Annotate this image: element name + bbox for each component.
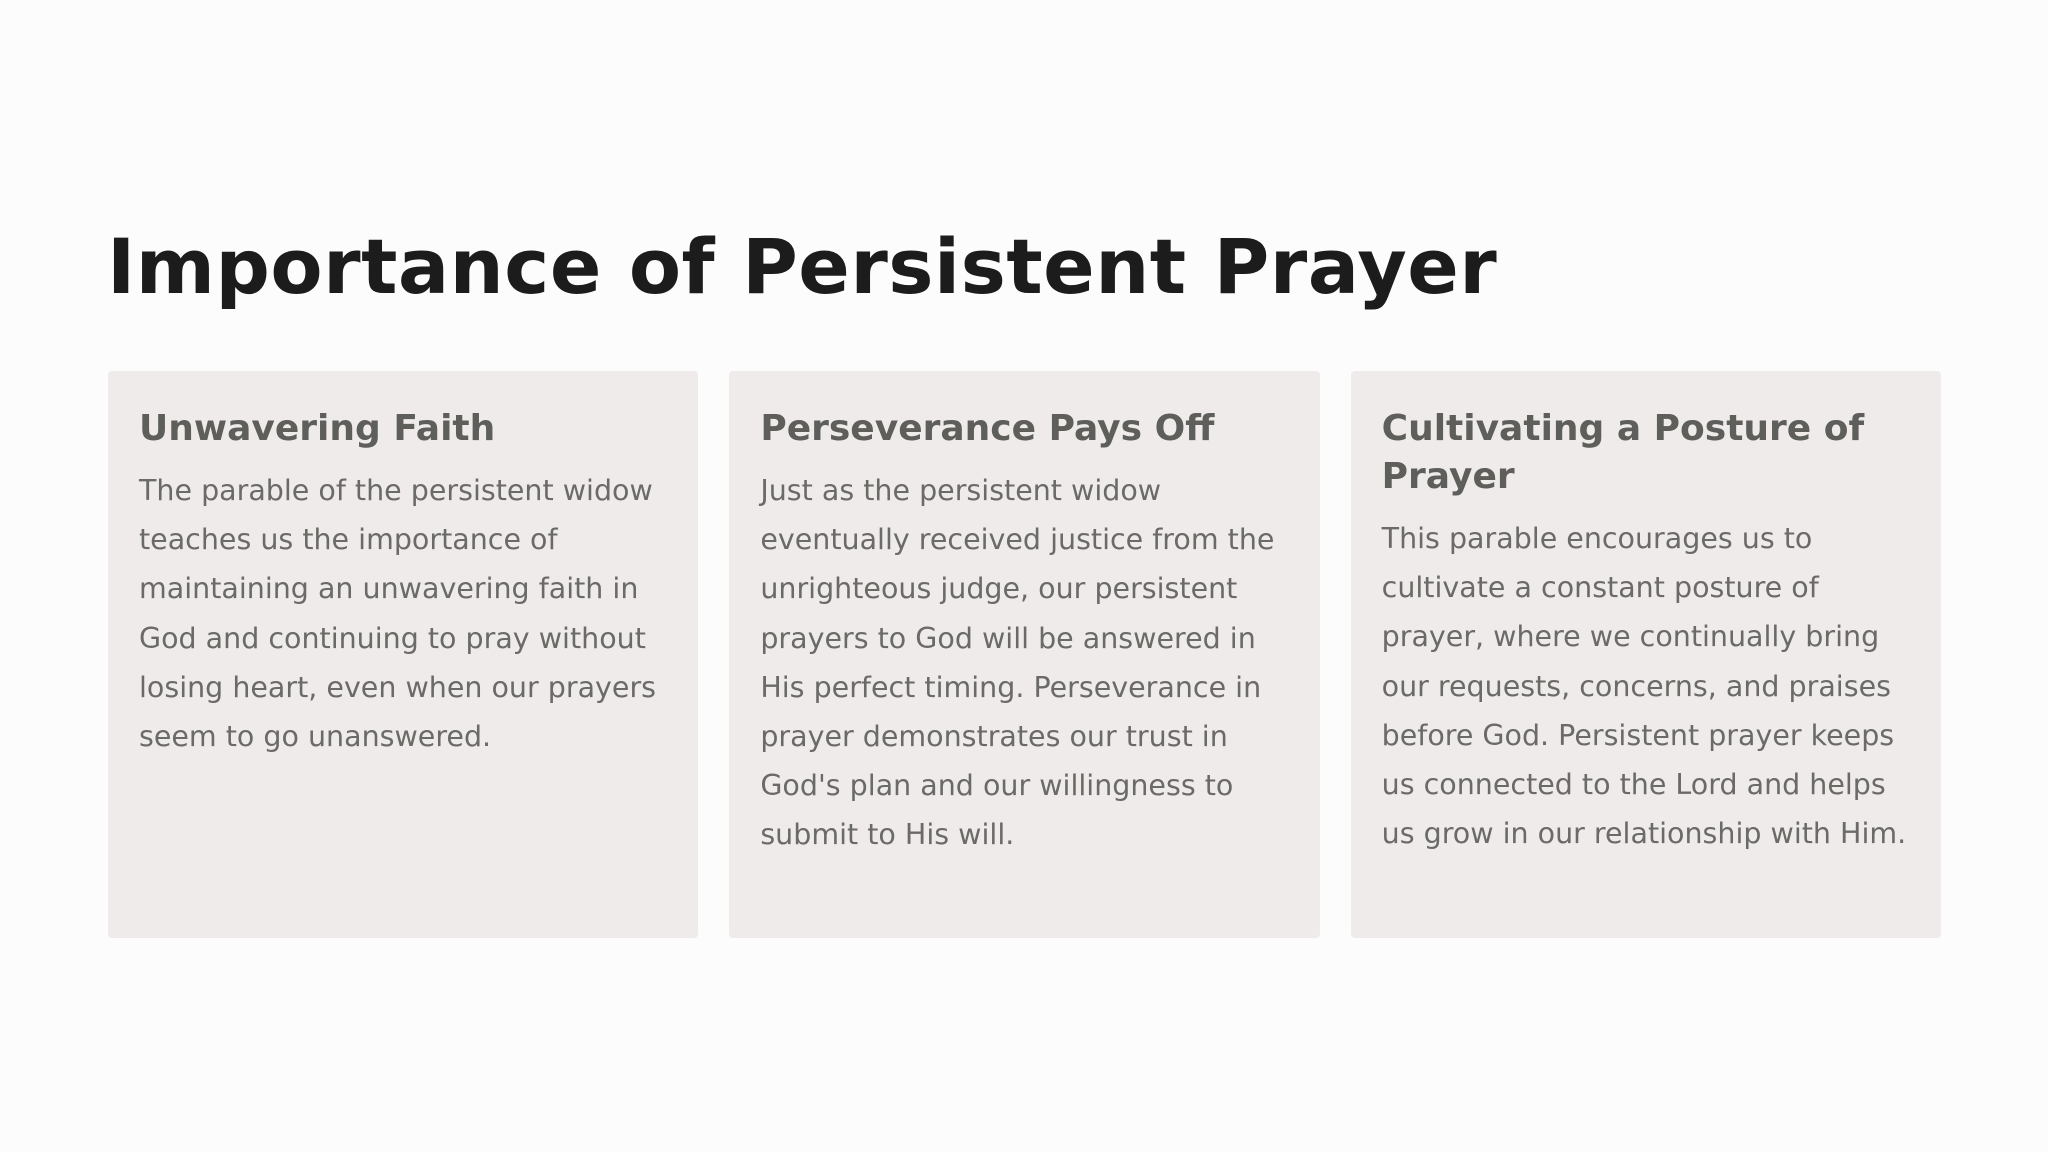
card-body: The parable of the persistent widow teaches us the importance of maintaining an unwavering faith in God and continuing to pray without losing heart, even when our prayers seem to go unanswered.	[139, 474, 657, 754]
card-grid	[108, 371, 1941, 938]
card-title: Unwavering Faith	[139, 408, 496, 449]
card-title: Perseverance Pays Off	[760, 408, 1215, 449]
card-cultivating-posture	[1351, 371, 1941, 938]
card-unwavering-faith	[108, 371, 698, 938]
slide-title: Importance of Persistent Prayer	[107, 222, 1498, 311]
card-body: This parable encourages us to cultivate a constant posture of prayer, where we continually bring our requests, concerns, and praises before God. Persistent prayer keeps us connected to the Lord and helps us grow in our relationship with Him.	[1381, 522, 1907, 851]
card-body: Just as the persistent widow eventually received justice from the unrighteous judge, our persistent prayers to God will be answered in His perfect timing. Perseverance in prayer demonstrates our trust in God's plan and our willingness to submit to His will.	[760, 474, 1275, 852]
card-title: Cultivating a Posture of Prayer	[1381, 408, 1865, 497]
card-perseverance-pays-off	[729, 371, 1319, 938]
